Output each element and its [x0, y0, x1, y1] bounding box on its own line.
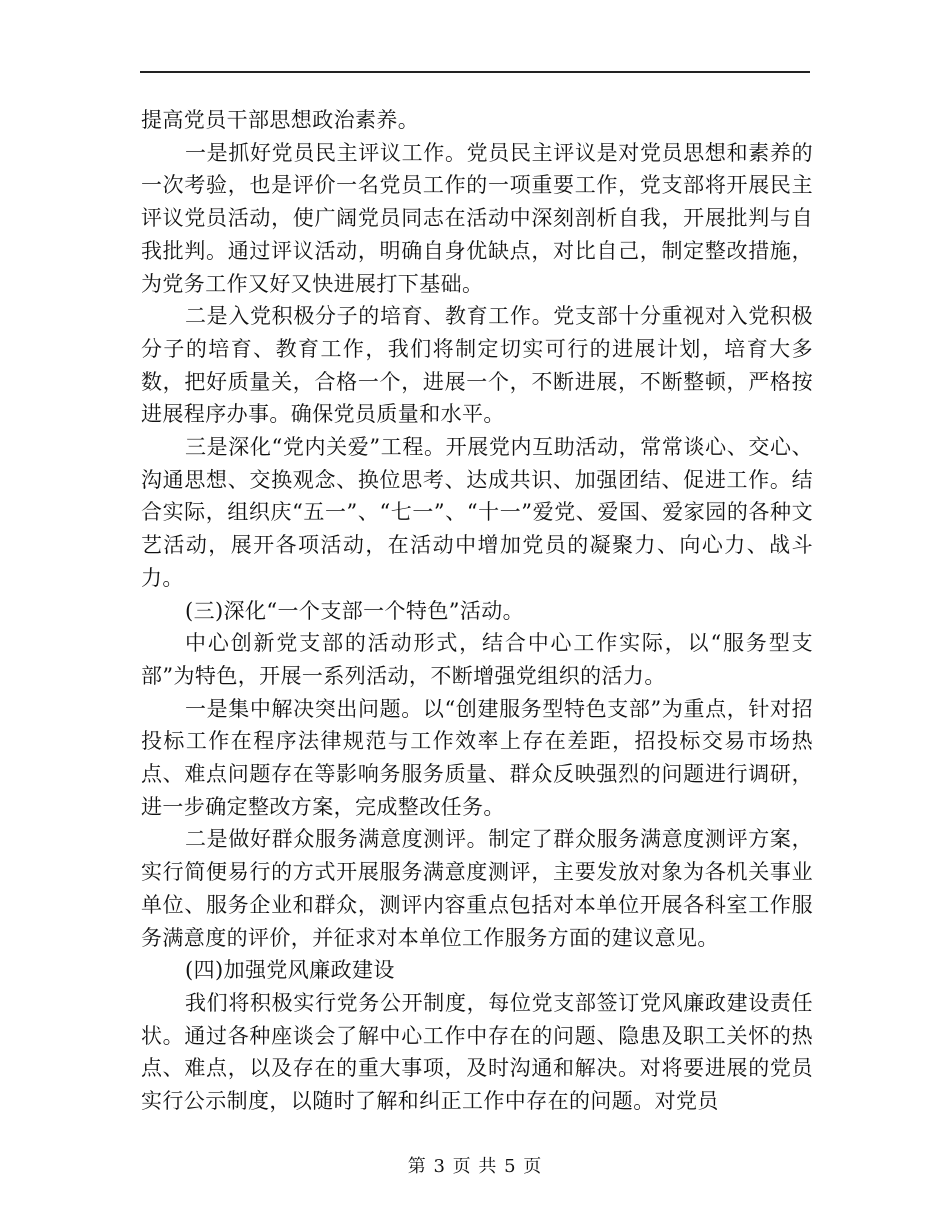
- paragraph-party-care: 三是深化“党内关爱”工程。开展党内互助活动，常常谈心、交心、沟通思想、交换观念、换位思考、达成共识、加强团结、促进工作。结合实际，组织庆“五一”、“七一”、“十一”爱党、爱国、爱家园的各种文艺活动，展开各项活动，在活动中增加党员的凝聚力、向心力、战斗力。: [141, 435, 813, 590]
- section-heading-3: (三)深化“一个支部一个特色”活动。: [185, 598, 525, 623]
- paragraph-continuation: 提高党员干部思想政治素养。: [141, 108, 420, 132]
- paragraph-satisfaction-survey: 二是做好群众服务满意度测评。制定了群众服务满意度测评方案，实行简便易行的方式开展服务满意度测评，主要发放对象为各机关事业单位、服务企业和群众，测评内容重点包括对本单位开展各科室工作服务满意度的评价，并征求对本单位工作服务方面的建议意见。: [141, 827, 813, 950]
- paragraph-activist-training: 二是入党积极分子的培育、教育工作。党支部十分重视对入党积极分子的培育、教育工作，我们将制定切实可行的进展计划，培育大多数，把好质量关，合格一个，进展一个，不断进展，不断整顿，严格按进展程序办事。确保党员质量和水平。: [141, 304, 813, 427]
- paragraph-branch-feature: 中心创新党支部的活动形式，结合中心工作实际，以“服务型支部”为特色，开展一系列活动，不断增强党组织的活力。: [141, 631, 813, 688]
- paragraph-solve-problems: 一是集中解决突出问题。以“创建服务型特色支部”为重点，针对招投标工作在程序法律规范与工作效率上存在差距，招投标交易市场热点、难点问题存在等影响务服务质量、群众反映强烈的问题进行调研，进一步确定整改方案，完成整改任务。: [141, 696, 813, 819]
- document-body: [141, 104, 813, 1118]
- header-rule: [140, 71, 810, 73]
- page-number-footer: 第 3 页 共 5 页: [407, 1156, 543, 1177]
- paragraph-democratic-review: 一是抓好党员民主评议工作。党员民主评议是对党员思想和素养的一次考验，也是评价一名党员工作的一项重要工作，党支部将开展民主评议党员活动，使广阔党员同志在活动中深刻剖析自我，开展批判与自我批判。通过评议活动，明确自身优缺点，对比自己，制定整改措施，为党务工作又好又快进展打下基础。: [141, 140, 813, 296]
- section-heading-4: (四)加强党风廉政建设: [185, 958, 395, 983]
- paragraph-integrity: 我们将积极实行党务公开制度，每位党支部签订党风廉政建设责任状。通过各种座谈会了解中心工作中存在的问题、隐患及职工关怀的热点、难点，以及存在的重大事项，及时沟通和解决。对将要进展的党员实行公示制度，以随时了解和纠正工作中存在的问题。对党员: [141, 990, 813, 1114]
